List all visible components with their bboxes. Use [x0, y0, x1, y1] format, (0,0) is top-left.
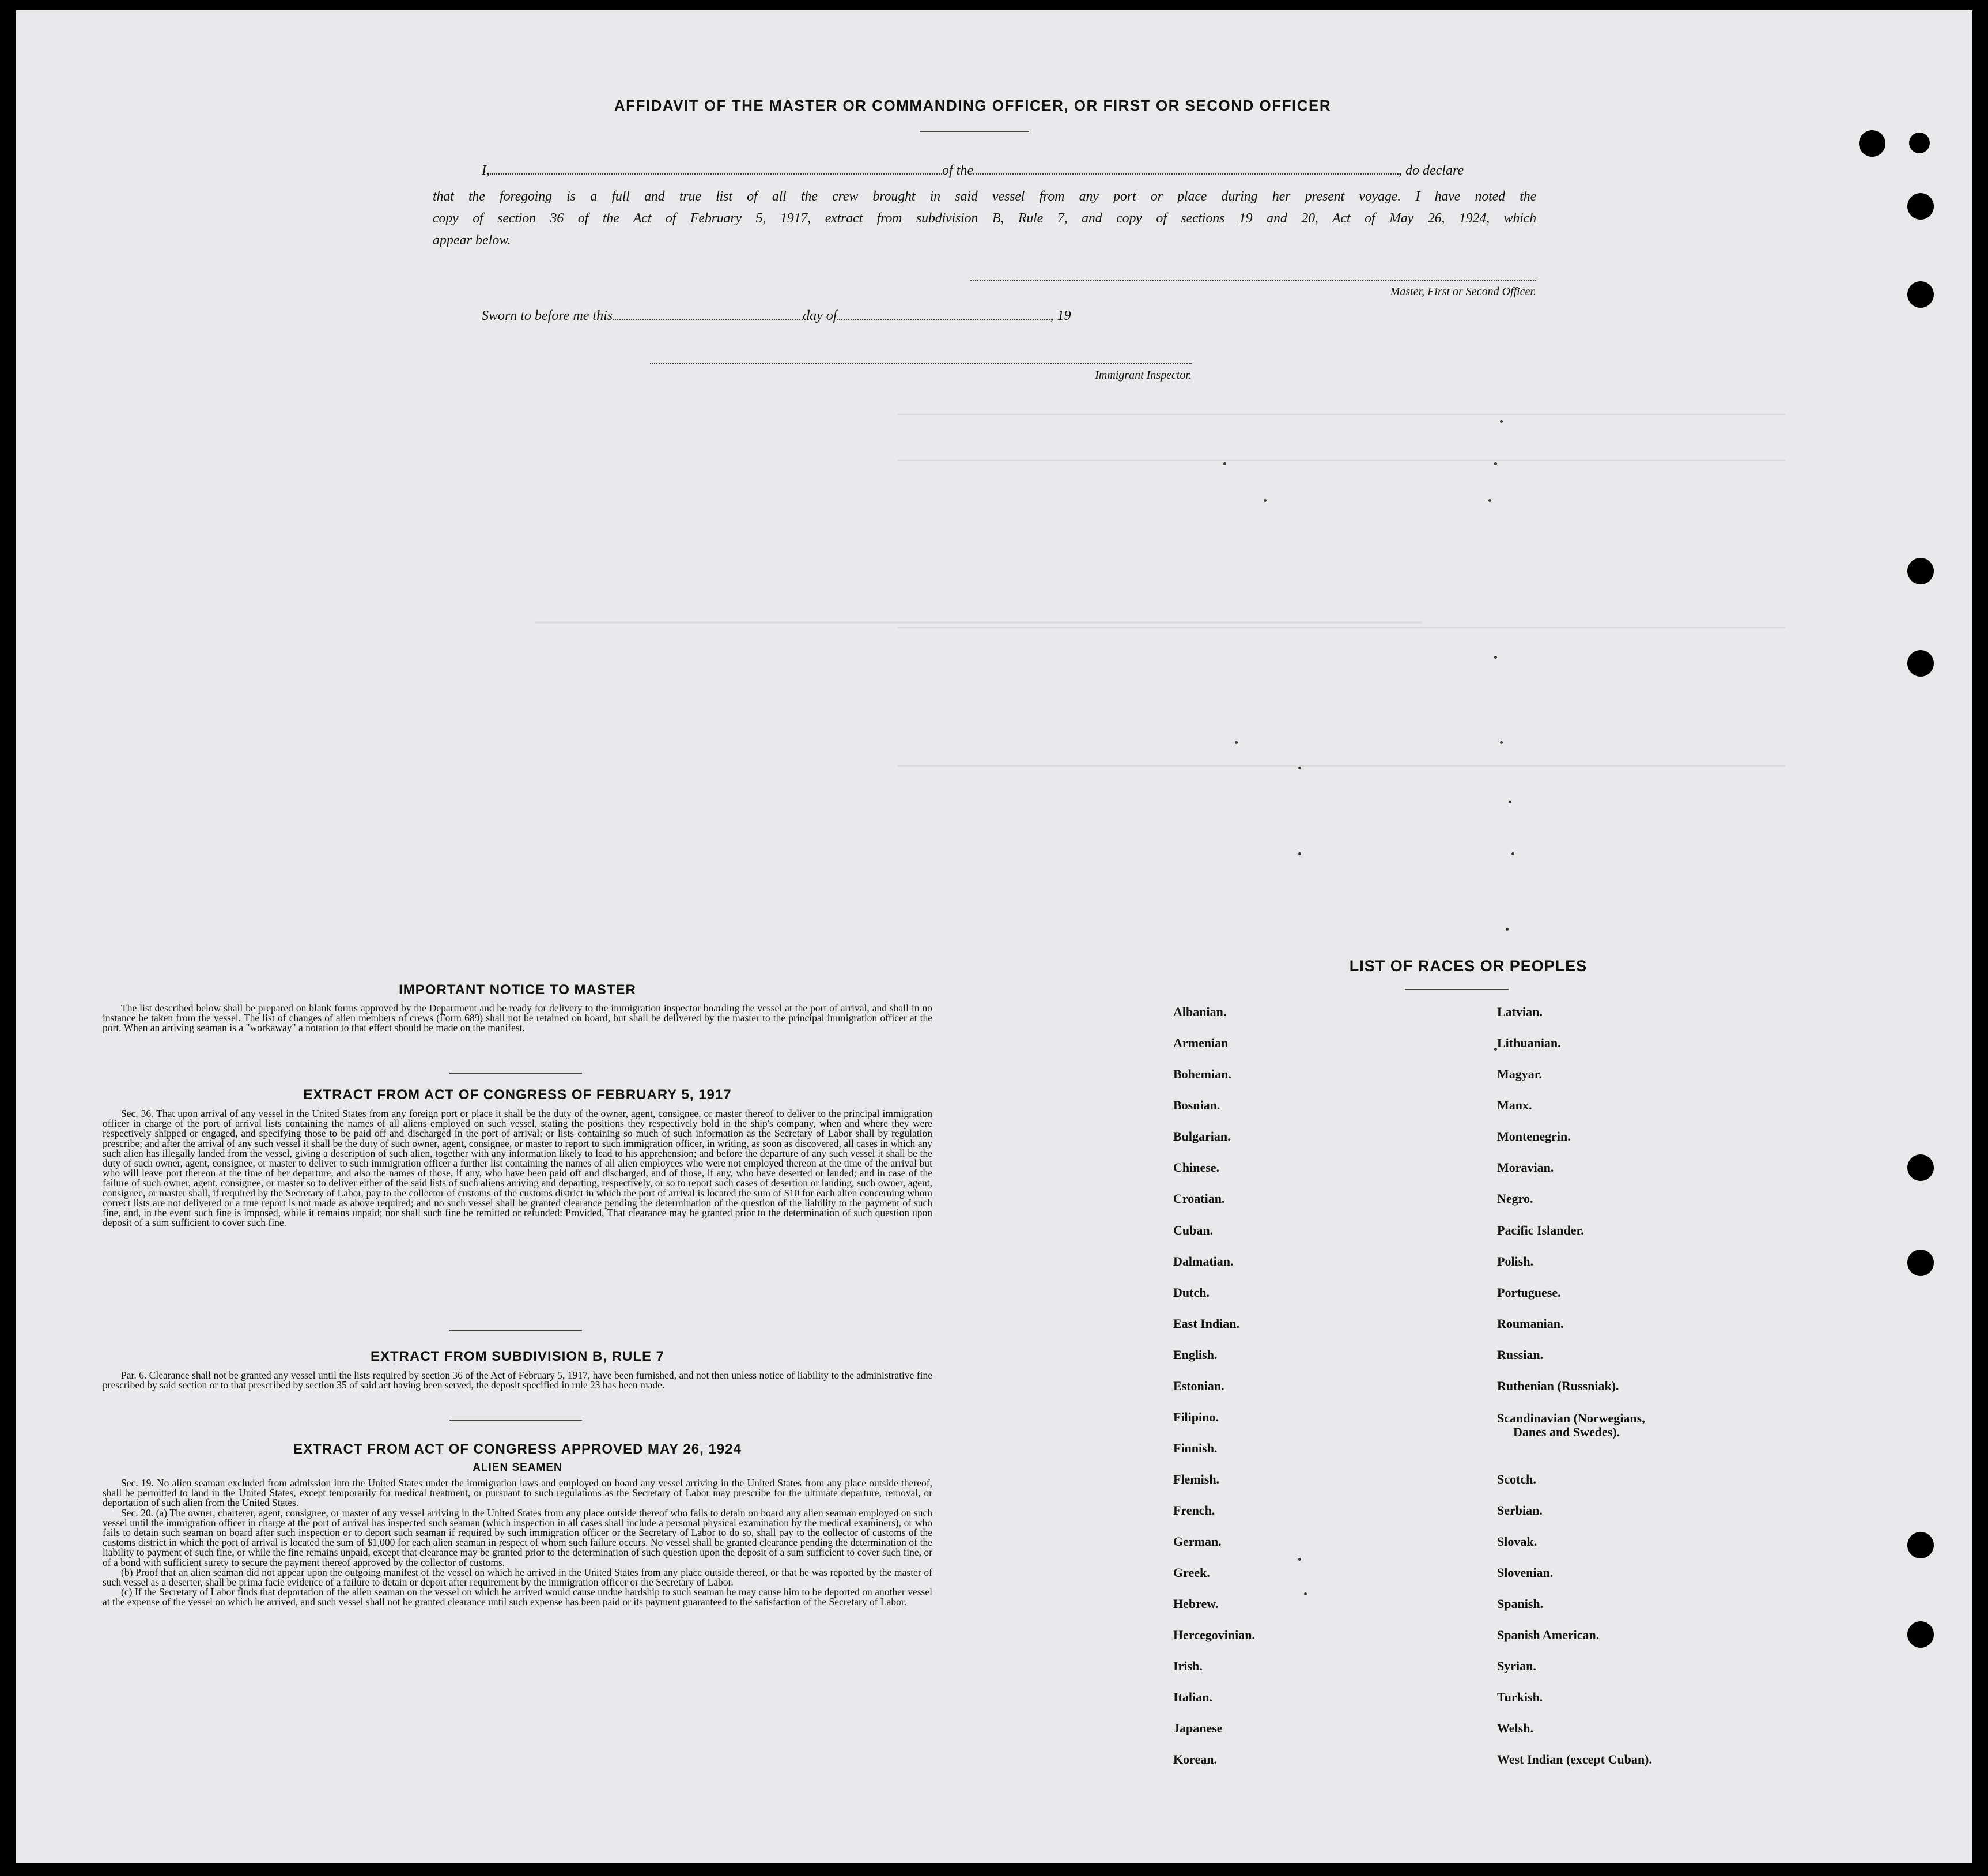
race-item: Dalmatian. — [1173, 1254, 1234, 1269]
race-item: Roumanian. — [1497, 1316, 1564, 1331]
affidavit-text — [433, 186, 1536, 251]
master-signature-field[interactable] — [970, 280, 1536, 281]
races-title: LIST OF RACES OR PEOPLES — [1349, 957, 1588, 975]
race-item: Bosnian. — [1173, 1098, 1220, 1112]
punch-hole — [1907, 193, 1934, 220]
do-declare-label: , do declare — [1399, 163, 1464, 178]
race-item: Spanish American. — [1497, 1628, 1600, 1642]
race-item: Dutch. — [1173, 1285, 1210, 1300]
race-item: Negro. — [1497, 1191, 1533, 1206]
extract-1924-title: EXTRACT FROM ACT OF CONGRESS APPROVED MAY 26, 1924 — [293, 1441, 742, 1457]
race-item: Scandinavian (Norwegians, — [1497, 1411, 1645, 1425]
race-item: Danes and Swedes). — [1513, 1425, 1620, 1439]
title-divider — [920, 131, 1029, 132]
punch-hole — [1907, 1154, 1934, 1181]
affidavit-declaration-line — [482, 163, 1536, 179]
race-item: Armenian — [1173, 1036, 1229, 1050]
notice-text — [103, 1003, 932, 1033]
race-item: Croatian. — [1173, 1191, 1225, 1206]
punch-hole — [1907, 1621, 1934, 1648]
race-item: Welsh. — [1497, 1721, 1533, 1735]
race-item: Scotch. — [1497, 1472, 1536, 1486]
race-item: Italian. — [1173, 1690, 1212, 1704]
race-item: Spanish. — [1497, 1596, 1544, 1611]
extract-rule7-paragraph: Par. 6. Clearance shall not be granted any vessel until the lists required by section 36 of the Act of February 5, 1917, have been furnished, and not then unless notice of liability to the administrative fine prescribed by said section or to that prescribed by section 35 of said act having been served, the deposit specified in rule 23 has been made. — [103, 1369, 932, 1391]
extract-1924-sec19: Sec. 19. No alien seaman excluded from admission into the United States under the immigration laws and employed on board any vessel arriving in the United States from any place outside thereof, shall be permitted to land in the United States, except temporarily for medical treatment, or pursuant to such regulations as the Secretary of Labor may prescribe for the ultimate departure, removal, or deportation of such alien from the United States. — [103, 1477, 932, 1509]
of-the-label: of the — [942, 163, 973, 178]
race-item: Estonian. — [1173, 1379, 1224, 1393]
race-item: Montenegrin. — [1497, 1129, 1571, 1143]
race-item: Portuguese. — [1497, 1285, 1561, 1300]
extract-1917-paragraph: Sec. 36. That upon arrival of any vessel in the United States from any foreign port or place it shall be the duty of the owner, agent, consignee, or master thereof to deliver to the principal immigration officer in charge of the port of arrival lists containing the names of all aliens employed on such vessel, stating the positions they respectively hold in the ship's company, when and where they were respectively shipped or engaged, and specifying those to be paid off and discharged in the port of arrival; or lists containing so much of such information as the Secretary of Labor shall by regulation prescribe; and after the arrival of any such vessel it shall be the duty of such owner, agent, consignee, or master to report to such immigration officer, in writing, as soon as discovered, all cases in which any such alien has illegally landed from the vessel, giving a description of such alien, together with any information likely to lead to his apprehension; and before the departure of any such vessel it shall be the duty of such owner, agent, consignee, or master to deliver to such immigration officer a further list containing the names of all alien employees who were not employed thereon at the time of the arrival but who will leave port thereon at the time of her departure, and also the names of those, if any, who have been paid off and discharged, and of those, if any, who have deserted or landed; and in case of the failure of such owner, agent, consignee, or master so to deliver either of the said lists of such aliens arriving and departing, respectively, or so to report such cases of desertion or landing, such owner, agent, consignee, or master shall, if required by the Secretary of Labor, pay to the collector of customs of the customs district in which the port of arrival is located the sum of $10 for each alien concerning whom correct lists are not delivered or a true report is not made as above required; and no such vessel shall be granted clearance pending the determination of the question of the liability to the payment of such fine, and, in the event such fine is imposed, while it remains unpaid; nor shall such fine be remitted or refunded: Provided, That clearance may be granted prior to the determination of such question upon deposit of a sum sufficient to cover such fine. — [103, 1108, 932, 1229]
race-item: Albanian. — [1173, 1005, 1227, 1019]
declarant-name-field[interactable] — [490, 173, 942, 175]
notice-paragraph: The list described below shall be prepared on blank forms approved by the Department and be ready for delivery to the immigration inspector boarding the vessel at the port of arrival, and shall in no instance be taken from the vessel. The list of changes of alien members of crews (Form 689) shall not be retained on board, but shall be delivered by the master to the principal immigration officer at the port. When an arriving seaman is a "workaway" a notation to that effect should be made on the manifest. — [103, 1002, 932, 1034]
race-item: Bulgarian. — [1173, 1129, 1231, 1143]
race-item: Korean. — [1173, 1752, 1217, 1766]
extract-1917-title: EXTRACT FROM ACT OF CONGRESS OF FEBRUARY 5, 1917 — [303, 1087, 732, 1103]
extract-1917-text — [103, 1109, 932, 1228]
race-item: Moravian. — [1497, 1160, 1554, 1175]
race-item: Finnish. — [1173, 1441, 1218, 1455]
sworn-day-of-label: day of — [803, 308, 837, 323]
race-item: Filipino. — [1173, 1410, 1219, 1424]
race-item: Pacific Islander. — [1497, 1223, 1584, 1237]
race-item: Magyar. — [1497, 1067, 1543, 1081]
extract-1924-text — [103, 1478, 932, 1607]
extract-1924-sec20b: (b) Proof that an alien seaman did not appear upon the outgoing manifest of the vessel on which he arrived in the United States from any place outside thereof, or that he was reported by the master of such vessel as a deserter, shall be prima facie evidence of a failure to detain or deport after requirement by the immigration officer or the Secretary of Labor. — [103, 1566, 932, 1588]
affidavit-line-1: that the foregoing is a full and true list of all the crew brought in said vessel from any port or place during her present voyage. I have noted the — [433, 189, 1536, 204]
race-item: Hebrew. — [1173, 1596, 1219, 1611]
race-item: Greek. — [1173, 1565, 1210, 1580]
race-item: Hercegovinian. — [1173, 1628, 1255, 1642]
race-item: Slovenian. — [1497, 1565, 1554, 1580]
race-item: Bohemian. — [1173, 1067, 1231, 1081]
race-item: Polish. — [1497, 1254, 1533, 1269]
race-item: Latvian. — [1497, 1005, 1543, 1019]
affidavit-line-3: appear below. — [433, 233, 511, 248]
affidavit-title: AFFIDAVIT OF THE MASTER OR COMMANDING OFFICER, OR FIRST OR SECOND OFFICER — [614, 97, 1332, 114]
sworn-date-field[interactable] — [613, 318, 803, 320]
race-item: Slovak. — [1497, 1534, 1537, 1549]
extract-1924-sec20a: Sec. 20. (a) The owner, charterer, agent, consignee, or master of any vessel arriving in the United States from any place outside thereof who fails to detain on board any alien seaman employed on such vessel until the immigration officer in charge at the port of arrival has inspected such seaman (which inspection in all cases shall include a personal physical examination by the medical examiners), or who fails to detain such seaman on board after such inspection or to deport such seaman if required by such immigration officer or the Secretary of Labor to do so, shall pay to the collector of customs of the customs district in which the port of arrival is located the sum of $1,000 for each alien seaman in respect of whom such failure occurs. No vessel shall be granted clearance pending the determination of the liability to payment of such fine, or while the fine remains unpaid, except that clearance may be granted prior to the determination of such question upon the deposit of a sum sufficient to cover such fine, or of a bond with sufficient surety to secure the payment thereof approved by the collector of customs. — [103, 1507, 932, 1568]
race-item: West Indian (except Cuban). — [1497, 1752, 1652, 1766]
race-item: Syrian. — [1497, 1659, 1536, 1673]
race-item: English. — [1173, 1347, 1218, 1362]
race-item: Manx. — [1497, 1098, 1532, 1112]
race-item: Irish. — [1173, 1659, 1203, 1673]
document-sheet — [16, 10, 1972, 1863]
extract-1924-subtitle: ALIEN SEAMEN — [473, 1462, 562, 1474]
inspector-label: Immigrant Inspector. — [1095, 369, 1192, 382]
race-item: Lithuanian. — [1497, 1036, 1561, 1050]
inspector-signature-field[interactable] — [650, 363, 1192, 364]
race-item: Cuban. — [1173, 1223, 1214, 1237]
punch-hole — [1907, 1250, 1934, 1276]
section-divider — [449, 1073, 582, 1074]
notice-title: IMPORTANT NOTICE TO MASTER — [399, 982, 636, 998]
race-item: German. — [1173, 1534, 1222, 1549]
races-divider — [1405, 989, 1509, 990]
extract-1924-sec20c: (c) If the Secretary of Labor finds that deportation of the alien seaman on the vessel on which he arrived would cause undue hardship to such seaman he may cause him to be deported on another vessel at the expense of the vessel on which he arrived, and such vessel shall not be granted clearance until such expense has been paid or its payment guaranteed to the satisfaction of the Secretary of Labor. — [103, 1586, 932, 1608]
declarant-prefix: I, — [482, 163, 490, 178]
punch-hole — [1907, 281, 1934, 308]
race-item: Flemish. — [1173, 1472, 1220, 1486]
extract-rule7-text — [103, 1371, 932, 1390]
sworn-month-field[interactable] — [837, 318, 1050, 320]
race-item: Russian. — [1497, 1347, 1544, 1362]
race-item: French. — [1173, 1503, 1215, 1518]
race-item: East Indian. — [1173, 1316, 1239, 1331]
section-divider — [449, 1330, 582, 1331]
race-item: Turkish. — [1497, 1690, 1543, 1704]
vessel-name-field[interactable] — [973, 173, 1399, 175]
punch-hole — [1907, 1532, 1934, 1558]
punch-hole — [1907, 558, 1934, 584]
punch-hole — [1909, 133, 1930, 153]
race-item: Serbian. — [1497, 1503, 1543, 1518]
sworn-year-label: , 19 — [1050, 308, 1071, 323]
extract-rule7-title: EXTRACT FROM SUBDIVISION B, RULE 7 — [370, 1349, 665, 1364]
sworn-line — [482, 308, 1173, 324]
punch-hole — [1859, 130, 1885, 157]
section-divider — [449, 1420, 582, 1421]
race-item: Ruthenian (Russniak). — [1497, 1379, 1619, 1393]
sworn-prefix: Sworn to before me this — [482, 308, 613, 323]
punch-hole — [1907, 650, 1934, 677]
race-item: Chinese. — [1173, 1160, 1220, 1175]
affidavit-line-2: copy of section 36 of the Act of February 5, 1917, extract from subdivision B, Rule 7, and copy of sections 19 and 20, Act of May 26, 1924, which — [433, 211, 1536, 226]
master-signature-label: Master, First or Second Officer. — [1390, 285, 1536, 298]
race-item: Japanese — [1173, 1721, 1223, 1735]
